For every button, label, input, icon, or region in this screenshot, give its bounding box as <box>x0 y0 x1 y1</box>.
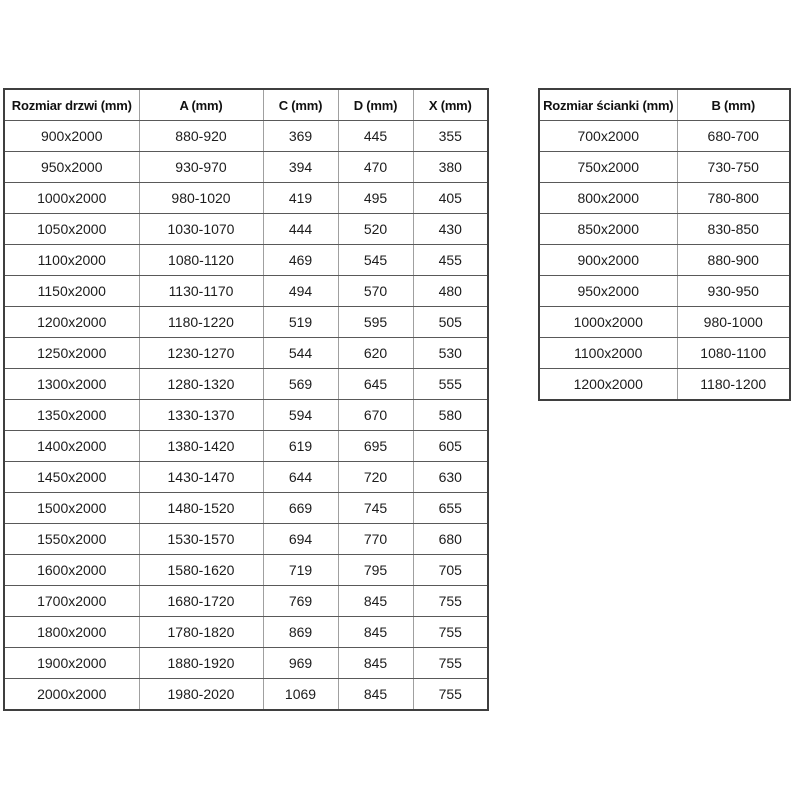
table-cell: 380 <box>413 152 488 183</box>
table-cell: 595 <box>338 307 413 338</box>
table-row <box>4 524 488 555</box>
table-cell: 1150x2000 <box>4 276 139 307</box>
table-cell: 569 <box>263 369 338 400</box>
table-cell: 950x2000 <box>4 152 139 183</box>
table-cell: 1800x2000 <box>4 617 139 648</box>
table-cell: 394 <box>263 152 338 183</box>
table-cell: 469 <box>263 245 338 276</box>
table-cell: 1480-1520 <box>139 493 263 524</box>
table-cell: 1130-1170 <box>139 276 263 307</box>
table-cell: 1900x2000 <box>4 648 139 679</box>
table-cell: 1050x2000 <box>4 214 139 245</box>
table-cell: 1350x2000 <box>4 400 139 431</box>
table-cell: 1380-1420 <box>139 431 263 462</box>
table-cell: 369 <box>263 121 338 152</box>
table-cell: 530 <box>413 338 488 369</box>
table-row <box>4 493 488 524</box>
table-cell: 1880-1920 <box>139 648 263 679</box>
table-cell: 644 <box>263 462 338 493</box>
table-cell: 545 <box>338 245 413 276</box>
table-row <box>539 214 790 245</box>
table-cell: 355 <box>413 121 488 152</box>
table-cell: 694 <box>263 524 338 555</box>
table-row <box>4 183 488 214</box>
table-cell: 495 <box>338 183 413 214</box>
table-row <box>539 276 790 307</box>
column-header: C (mm) <box>263 89 338 121</box>
table-cell: 655 <box>413 493 488 524</box>
table-row <box>539 307 790 338</box>
table-row <box>4 369 488 400</box>
table-cell: 455 <box>413 245 488 276</box>
table-cell: 830-850 <box>677 214 790 245</box>
table-cell: 2000x2000 <box>4 679 139 711</box>
table-cell: 750x2000 <box>539 152 677 183</box>
table-cell: 470 <box>338 152 413 183</box>
table-cell: 845 <box>338 586 413 617</box>
table-cell: 494 <box>263 276 338 307</box>
table-cell: 605 <box>413 431 488 462</box>
table-cell: 1100x2000 <box>4 245 139 276</box>
table-cell: 480 <box>413 276 488 307</box>
table-cell: 730-750 <box>677 152 790 183</box>
table-cell: 620 <box>338 338 413 369</box>
table-cell: 594 <box>263 400 338 431</box>
table-cell: 769 <box>263 586 338 617</box>
table-cell: 880-920 <box>139 121 263 152</box>
table-cell: 930-950 <box>677 276 790 307</box>
table-cell: 1250x2000 <box>4 338 139 369</box>
table-cell: 969 <box>263 648 338 679</box>
table-cell: 645 <box>338 369 413 400</box>
table-cell: 430 <box>413 214 488 245</box>
table-row <box>4 152 488 183</box>
table-cell: 1530-1570 <box>139 524 263 555</box>
table-cell: 900x2000 <box>4 121 139 152</box>
table-cell: 1450x2000 <box>4 462 139 493</box>
table-row <box>4 462 488 493</box>
table-row <box>4 648 488 679</box>
table-cell: 680-700 <box>677 121 790 152</box>
table-cell: 1300x2000 <box>4 369 139 400</box>
header-row <box>4 89 488 121</box>
table-cell: 1080-1120 <box>139 245 263 276</box>
table-cell: 1080-1100 <box>677 338 790 369</box>
table-cell: 1430-1470 <box>139 462 263 493</box>
table-cell: 1400x2000 <box>4 431 139 462</box>
table-cell: 555 <box>413 369 488 400</box>
table-cell: 1980-2020 <box>139 679 263 711</box>
table-row <box>4 214 488 245</box>
table-cell: 845 <box>338 679 413 711</box>
header-row <box>539 89 790 121</box>
table-cell: 755 <box>413 648 488 679</box>
table-cell: 745 <box>338 493 413 524</box>
table-row <box>539 338 790 369</box>
table-row <box>539 369 790 401</box>
table-row <box>4 679 488 711</box>
table-cell: 930-970 <box>139 152 263 183</box>
table-row <box>4 276 488 307</box>
table-cell: 850x2000 <box>539 214 677 245</box>
table-cell: 1500x2000 <box>4 493 139 524</box>
table-row <box>4 431 488 462</box>
table-row <box>4 555 488 586</box>
table-cell: 419 <box>263 183 338 214</box>
table-cell: 1030-1070 <box>139 214 263 245</box>
table-cell: 544 <box>263 338 338 369</box>
table-cell: 795 <box>338 555 413 586</box>
table-cell: 445 <box>338 121 413 152</box>
table-cell: 570 <box>338 276 413 307</box>
table-cell: 680 <box>413 524 488 555</box>
table-cell: 1180-1200 <box>677 369 790 401</box>
table-cell: 800x2000 <box>539 183 677 214</box>
table-cell: 780-800 <box>677 183 790 214</box>
table-cell: 720 <box>338 462 413 493</box>
column-header: B (mm) <box>677 89 790 121</box>
table-cell: 1600x2000 <box>4 555 139 586</box>
table-cell: 1280-1320 <box>139 369 263 400</box>
door-sizes-table-container <box>3 88 489 711</box>
table-row <box>539 152 790 183</box>
column-header: Rozmiar ścianki (mm) <box>539 89 677 121</box>
table-cell: 705 <box>413 555 488 586</box>
table-cell: 755 <box>413 617 488 648</box>
table-cell: 520 <box>338 214 413 245</box>
table-cell: 1069 <box>263 679 338 711</box>
table-cell: 1680-1720 <box>139 586 263 617</box>
table-cell: 1200x2000 <box>539 369 677 401</box>
table-row <box>4 121 488 152</box>
door-sizes-table <box>3 88 489 711</box>
wall-sizes-table <box>538 88 791 401</box>
table-cell: 1180-1220 <box>139 307 263 338</box>
table-row <box>4 400 488 431</box>
table-cell: 1580-1620 <box>139 555 263 586</box>
table-row <box>4 338 488 369</box>
table-cell: 405 <box>413 183 488 214</box>
table-cell: 900x2000 <box>539 245 677 276</box>
table-cell: 670 <box>338 400 413 431</box>
table-cell: 980-1000 <box>677 307 790 338</box>
table-cell: 1100x2000 <box>539 338 677 369</box>
column-header: X (mm) <box>413 89 488 121</box>
table-row <box>4 586 488 617</box>
table-cell: 1780-1820 <box>139 617 263 648</box>
table-row <box>4 617 488 648</box>
table-cell: 950x2000 <box>539 276 677 307</box>
table-cell: 1550x2000 <box>4 524 139 555</box>
column-header: D (mm) <box>338 89 413 121</box>
table-cell: 845 <box>338 648 413 679</box>
table-row <box>4 307 488 338</box>
table-cell: 880-900 <box>677 245 790 276</box>
table-cell: 519 <box>263 307 338 338</box>
table-cell: 755 <box>413 586 488 617</box>
table-cell: 619 <box>263 431 338 462</box>
table-cell: 630 <box>413 462 488 493</box>
table-row <box>539 121 790 152</box>
table-cell: 1230-1270 <box>139 338 263 369</box>
table-cell: 1700x2000 <box>4 586 139 617</box>
table-cell: 505 <box>413 307 488 338</box>
table-cell: 1330-1370 <box>139 400 263 431</box>
table-row <box>4 245 488 276</box>
table-cell: 980-1020 <box>139 183 263 214</box>
column-header: A (mm) <box>139 89 263 121</box>
table-cell: 1000x2000 <box>539 307 677 338</box>
table-cell: 755 <box>413 679 488 711</box>
table-row <box>539 183 790 214</box>
table-cell: 845 <box>338 617 413 648</box>
table-cell: 444 <box>263 214 338 245</box>
table-cell: 1200x2000 <box>4 307 139 338</box>
table-cell: 695 <box>338 431 413 462</box>
column-header: Rozmiar drzwi (mm) <box>4 89 139 121</box>
table-cell: 669 <box>263 493 338 524</box>
wall-sizes-table-container <box>538 88 791 401</box>
table-cell: 1000x2000 <box>4 183 139 214</box>
table-cell: 869 <box>263 617 338 648</box>
table-cell: 770 <box>338 524 413 555</box>
table-row <box>539 245 790 276</box>
table-cell: 580 <box>413 400 488 431</box>
table-cell: 719 <box>263 555 338 586</box>
table-cell: 700x2000 <box>539 121 677 152</box>
